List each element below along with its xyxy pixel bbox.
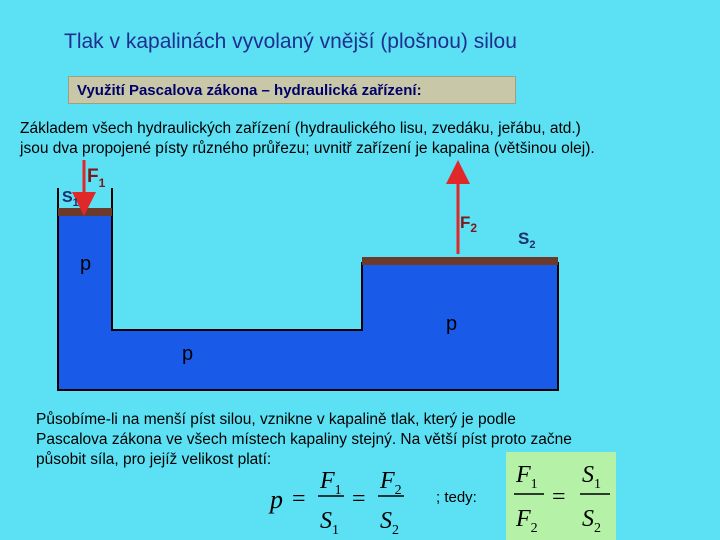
formula-F2: $F_2$ — [380, 468, 402, 498]
formula-p: p — [270, 485, 283, 514]
explanation-line: Pascalova zákona ve všech místech kapaliny stejný. Na větší píst proto začne — [36, 431, 572, 448]
formula-connector: ; tedy: — [436, 489, 477, 506]
area1-label: $S_1$ — [62, 189, 79, 209]
formula-equals: = — [552, 484, 566, 510]
formula-S2: $S_2$ — [380, 508, 399, 538]
explanation-line: působit síla, pro jejíž velikost platí: — [36, 451, 272, 468]
area2-label: $S_2$ — [518, 229, 536, 251]
force1-label: $F_1$ — [87, 166, 106, 190]
intro-line: Základem všech hydraulických zařízení (hydraulického lisu, zvedáku, jeřábu, atd.) — [20, 120, 581, 137]
formula-equals: = — [352, 486, 366, 512]
formula-F1: $F_1$ — [320, 468, 342, 498]
pressure-label: p — [80, 253, 92, 275]
formula-S1: $S_1$ — [320, 508, 339, 538]
intro-line: jsou dva propojené písty různého průřezu; uvnitř zařízení je kapalina (většinou olej). — [20, 140, 595, 157]
formula-S2: $S_2$ — [582, 506, 601, 536]
page-title: Tlak v kapalinách vyvolaný vnější (plošnou) silou — [64, 30, 517, 53]
explanation-line: Působíme-li na menší píst silou, vznikne v kapalině tlak, který je podle — [36, 411, 516, 428]
formula-equals: = — [292, 486, 306, 512]
formula-S1: $S_1$ — [582, 462, 601, 492]
formula-F1: $F_1$ — [516, 462, 538, 492]
section-heading: Využití Pascalova zákona – hydraulická zařízení: — [68, 76, 516, 104]
pressure-label: p — [446, 313, 458, 335]
formula-F2: $F_2$ — [516, 506, 538, 536]
pressure-label: p — [182, 343, 194, 365]
force2-label: $F_2$ — [460, 213, 478, 235]
